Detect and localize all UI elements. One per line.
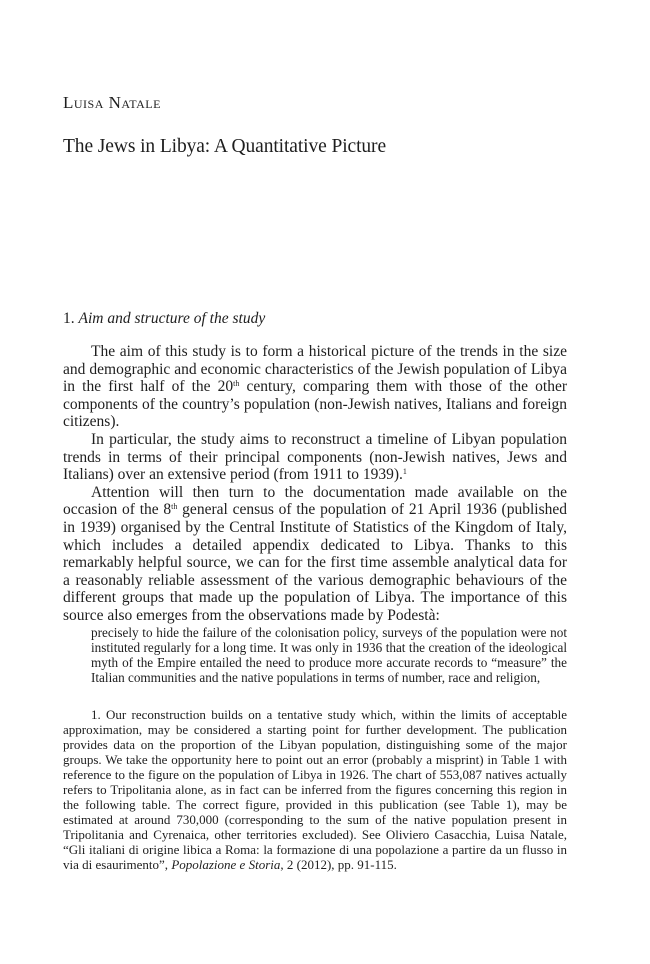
paragraph-2 [63,431,567,484]
ordinal-superscript: th [171,502,178,512]
paragraph-1 [63,343,567,431]
paragraph-3 [63,484,567,625]
footnote-1 [63,708,567,872]
footnote-text-a: 1. Our reconstruction builds on a tentative study which, within the limits of acceptable approximation, may be considered a starting point for further development. The publication provides data on the proportion of the Libyan population, distinguishing some of the major groups. We take the opportunity here to point out an error (probably a misprint) in Table 1 with reference to the figure on the population of Libya in 1926. The chart of 553,087 natives actually refers to Tripolitania alone, as in fact can be inferred from the figures concerning this region in the following table. The correct figure, provided in this publication (see Table 1), may be estimated at around 730,000 (corresponding to the sum of the native population present in Tripolitania and Cyrenaica, other territories excluded). See Oliviero Casacchia, Luisa Natale, “Gli italiani di origine libica a Roma: la formazione di una popolazione a partire da un flusso in via di esaurimento”, [63,707,567,872]
section-heading [63,310,265,328]
journal-title: Popolazione e Storia [171,856,281,872]
paragraph-1-text-b: century, comparing them with those of the other components of the country’s population (non-Jewish natives, Italians and foreign citizens). [63,378,568,431]
section-number: 1. [63,310,75,327]
footnote-marker[interactable]: 1 [402,467,407,477]
section-title: Aim and structure of the study [78,310,266,327]
paragraph-3-text-b: general census of the population of 21 April 1936 (published in 1939) organised by the Central Institute of Statistics of the Kingdom of Italy, which includes a detailed appendix dedicated to Libya. Thanks to this remarkably helpful source, we can for the first time assemble analytical data for a reasonably reliable assessment of the various demographic behaviours of the different groups that made up the population of Libya. The importance of this source also emerges from the observations made by Podestà: [63,501,567,624]
article-title: The Jews in Libya: A Quantitative Picture [63,136,387,157]
footnote-text-b: , 2 (2012), pp. 91-115. [280,856,397,872]
ordinal-superscript: th [233,379,240,389]
block-quote: precisely to hide the failure of the colonisation policy, surveys of the population were not instituted regularly for a long time. It was only in 1936 that the creation of the ideological myth of the Empire entailed the need to produce more accurate records to “measure” the Italian communities and the native populations in terms of number, race and religion, [91,625,567,686]
footnote [63,708,567,872]
paragraph-1-text-a: The aim of this study is to form a historical picture of the trends in the size and demographic and economic characteristics of the Jewish population of Libya in the first half of the 20 [63,343,567,396]
body-text [63,343,567,625]
paragraph-2-text: In particular, the study aims to reconstruct a timeline of Libyan population trends in terms of their principal components (non-Jewish natives, Jews and Italians) over an extensive period (from 1911 to 1939). [63,430,567,484]
author-name: Luisa Natale [63,93,161,112]
paragraph-3-text-a: Attention will then turn to the documentation made available on the occasion of the 8 [63,483,567,519]
